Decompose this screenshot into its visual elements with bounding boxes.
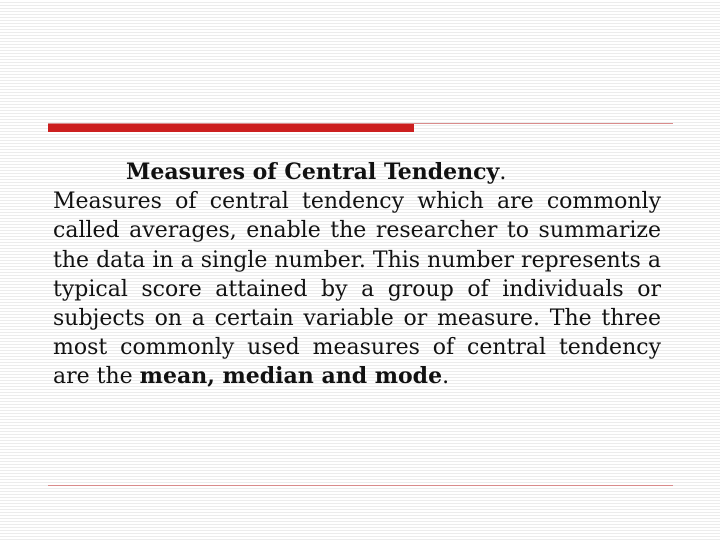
slide-content xyxy=(53,158,661,392)
slide-title-period: . xyxy=(499,160,507,185)
slide-title-text: Measures of Central Tendency xyxy=(126,159,500,185)
slide-body-emphasis: mean, median and mode xyxy=(139,363,443,390)
slide-title xyxy=(53,158,661,187)
slide-body xyxy=(53,187,661,391)
top-accent-bar xyxy=(48,124,414,132)
slide-body-text: Measures of central tendency which are commonly called averages, enable the researcher to summarize the data in a single number. This number represents a typical score attained by a group of individuals or subjects on a certain variable or measure. The three most commonly used measures of central tendency are the xyxy=(53,189,661,390)
slide-body-period: . xyxy=(442,364,450,390)
bottom-rule-line xyxy=(48,485,673,486)
